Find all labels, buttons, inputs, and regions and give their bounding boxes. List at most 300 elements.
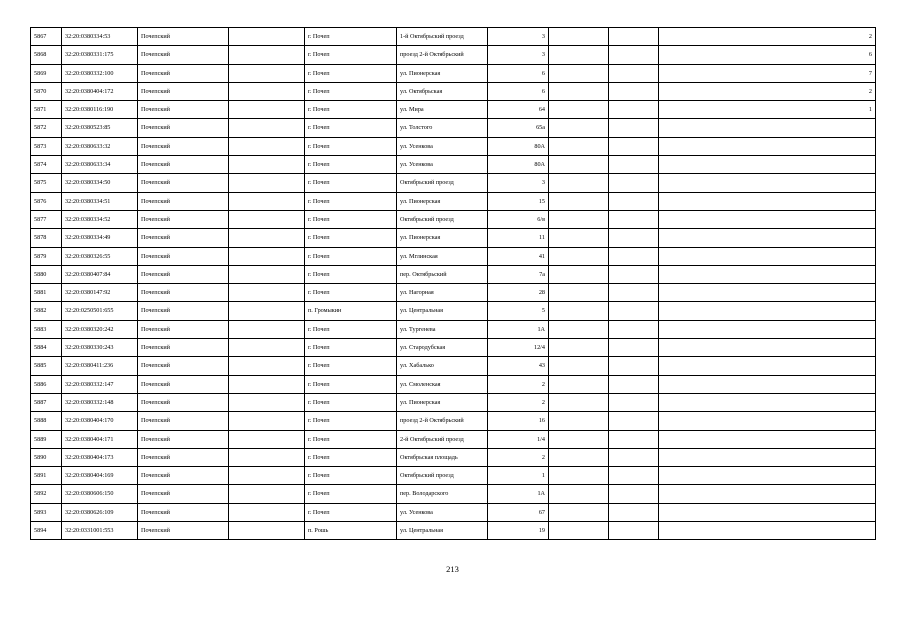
empty-cell: [549, 430, 609, 448]
table-row: [31, 119, 876, 137]
table-row: [31, 247, 876, 265]
empty-cell: [609, 265, 659, 283]
empty-cell: [229, 265, 305, 283]
empty-cell: [549, 339, 609, 357]
count-cell: [659, 485, 876, 503]
table-row: [31, 467, 876, 485]
house-number-cell: 6: [488, 64, 549, 82]
table-row: [31, 412, 876, 430]
empty-cell: [549, 101, 609, 119]
street-cell: ул. Смоленская: [397, 375, 488, 393]
empty-cell: [549, 156, 609, 174]
empty-cell: [229, 375, 305, 393]
street-cell: ул. Усенкова: [397, 137, 488, 155]
table-row: [31, 28, 876, 46]
empty-cell: [609, 229, 659, 247]
count-cell: [659, 357, 876, 375]
table-row: [31, 229, 876, 247]
district-cell: Почепский: [138, 46, 229, 64]
district-cell: Почепский: [138, 522, 229, 540]
house-number-cell: 16: [488, 412, 549, 430]
count-cell: 6: [659, 46, 876, 64]
district-cell: Почепский: [138, 229, 229, 247]
district-cell: Почепский: [138, 101, 229, 119]
empty-cell: [229, 101, 305, 119]
empty-cell: [229, 229, 305, 247]
empty-cell: [549, 302, 609, 320]
district-cell: Почепский: [138, 302, 229, 320]
house-number-cell: 80А: [488, 137, 549, 155]
cadastral-number-cell: 32:20:0380633:32: [62, 137, 138, 155]
empty-cell: [549, 265, 609, 283]
settlement-cell: г. Почеп: [305, 174, 397, 192]
row-number-cell: 5890: [31, 448, 62, 466]
row-number-cell: 5877: [31, 210, 62, 228]
count-cell: [659, 393, 876, 411]
house-number-cell: 5: [488, 302, 549, 320]
page-number: 213: [446, 564, 459, 574]
table-row: [31, 302, 876, 320]
district-cell: Почепский: [138, 320, 229, 338]
district-cell: Почепский: [138, 393, 229, 411]
cadastral-number-cell: 32:20:0380332:100: [62, 64, 138, 82]
street-cell: ул. Тургенева: [397, 320, 488, 338]
district-cell: Почепский: [138, 467, 229, 485]
street-cell: 1-й Октябрьский проезд: [397, 28, 488, 46]
count-cell: [659, 412, 876, 430]
row-number-cell: 5876: [31, 192, 62, 210]
district-cell: Почепский: [138, 192, 229, 210]
empty-cell: [609, 64, 659, 82]
empty-cell: [229, 448, 305, 466]
settlement-cell: г. Почеп: [305, 28, 397, 46]
row-number-cell: 5880: [31, 265, 62, 283]
cadastral-number-cell: 32:20:0380404:172: [62, 82, 138, 100]
empty-cell: [229, 357, 305, 375]
empty-cell: [549, 119, 609, 137]
table-row: [31, 174, 876, 192]
district-cell: Почепский: [138, 119, 229, 137]
cadastral-number-cell: 32:20:0380331:175: [62, 46, 138, 64]
table-row: [31, 339, 876, 357]
district-cell: Почепский: [138, 430, 229, 448]
cadastral-number-cell: 32:20:0380326:55: [62, 247, 138, 265]
empty-cell: [609, 247, 659, 265]
empty-cell: [229, 46, 305, 64]
cadastral-number-cell: 32:20:0380404:173: [62, 448, 138, 466]
empty-cell: [609, 448, 659, 466]
street-cell: ул. Мглинская: [397, 247, 488, 265]
table-row: [31, 156, 876, 174]
cadastral-number-cell: 32:20:0380330:243: [62, 339, 138, 357]
settlement-cell: г. Почеп: [305, 467, 397, 485]
street-cell: ул. Пионерская: [397, 64, 488, 82]
house-number-cell: 64: [488, 101, 549, 119]
row-number-cell: 5884: [31, 339, 62, 357]
table-row: [31, 101, 876, 119]
empty-cell: [609, 522, 659, 540]
empty-cell: [229, 174, 305, 192]
table-row: [31, 375, 876, 393]
district-cell: Почепский: [138, 339, 229, 357]
row-number-cell: 5881: [31, 284, 62, 302]
empty-cell: [609, 156, 659, 174]
house-number-cell: 15: [488, 192, 549, 210]
table-row: [31, 393, 876, 411]
empty-cell: [229, 284, 305, 302]
count-cell: [659, 522, 876, 540]
count-cell: 7: [659, 64, 876, 82]
house-number-cell: 7а: [488, 265, 549, 283]
empty-cell: [549, 192, 609, 210]
row-number-cell: 5885: [31, 357, 62, 375]
row-number-cell: 5870: [31, 82, 62, 100]
house-number-cell: 1/4: [488, 430, 549, 448]
street-cell: проезд 2-й Октябрьский: [397, 46, 488, 64]
table-row: [31, 448, 876, 466]
row-number-cell: 5869: [31, 64, 62, 82]
row-number-cell: 5867: [31, 28, 62, 46]
empty-cell: [549, 137, 609, 155]
empty-cell: [549, 46, 609, 64]
empty-cell: [609, 284, 659, 302]
street-cell: ул. Хабалько: [397, 357, 488, 375]
empty-cell: [609, 320, 659, 338]
empty-cell: [549, 82, 609, 100]
settlement-cell: г. Почеп: [305, 320, 397, 338]
settlement-cell: г. Почеп: [305, 156, 397, 174]
house-number-cell: 1А: [488, 485, 549, 503]
settlement-cell: г. Почеп: [305, 265, 397, 283]
empty-cell: [609, 393, 659, 411]
count-cell: [659, 210, 876, 228]
count-cell: [659, 320, 876, 338]
settlement-cell: г. Почеп: [305, 229, 397, 247]
district-cell: Почепский: [138, 137, 229, 155]
count-cell: [659, 339, 876, 357]
settlement-cell: г. Почеп: [305, 448, 397, 466]
empty-cell: [229, 247, 305, 265]
table-row: [31, 485, 876, 503]
district-cell: Почепский: [138, 448, 229, 466]
house-number-cell: 11: [488, 229, 549, 247]
empty-cell: [609, 28, 659, 46]
district-cell: Почепский: [138, 28, 229, 46]
count-cell: [659, 156, 876, 174]
cadastral-number-cell: 32:20:0380334:49: [62, 229, 138, 247]
empty-cell: [609, 101, 659, 119]
settlement-cell: г. Почеп: [305, 284, 397, 302]
empty-cell: [229, 28, 305, 46]
empty-cell: [229, 137, 305, 155]
district-cell: Почепский: [138, 265, 229, 283]
row-number-cell: 5871: [31, 101, 62, 119]
empty-cell: [609, 412, 659, 430]
empty-cell: [609, 467, 659, 485]
empty-cell: [609, 485, 659, 503]
row-number-cell: 5882: [31, 302, 62, 320]
district-cell: Почепский: [138, 485, 229, 503]
empty-cell: [609, 210, 659, 228]
district-cell: Почепский: [138, 284, 229, 302]
empty-cell: [609, 119, 659, 137]
cadastral-number-cell: 32:20:0380407:84: [62, 265, 138, 283]
empty-cell: [609, 339, 659, 357]
district-cell: Почепский: [138, 503, 229, 521]
house-number-cell: 19: [488, 522, 549, 540]
empty-cell: [229, 393, 305, 411]
cadastral-number-cell: 32:20:0380404:169: [62, 467, 138, 485]
cadastral-number-cell: 32:20:0380633:34: [62, 156, 138, 174]
row-number-cell: 5887: [31, 393, 62, 411]
table-row: [31, 137, 876, 155]
district-cell: Почепский: [138, 156, 229, 174]
house-number-cell: 2: [488, 393, 549, 411]
count-cell: [659, 375, 876, 393]
table-row: [31, 284, 876, 302]
house-number-cell: 3: [488, 28, 549, 46]
empty-cell: [609, 357, 659, 375]
cadastral-number-cell: 32:20:0331001:553: [62, 522, 138, 540]
cadastral-number-cell: 32:20:0380411:236: [62, 357, 138, 375]
empty-cell: [549, 357, 609, 375]
settlement-cell: г. Почеп: [305, 339, 397, 357]
empty-cell: [229, 485, 305, 503]
cadastral-number-cell: 32:20:0380523:85: [62, 119, 138, 137]
row-number-cell: 5889: [31, 430, 62, 448]
row-number-cell: 5872: [31, 119, 62, 137]
street-cell: ул. Усенкова: [397, 503, 488, 521]
empty-cell: [609, 137, 659, 155]
empty-cell: [549, 412, 609, 430]
street-cell: ул. Толстого: [397, 119, 488, 137]
count-cell: [659, 174, 876, 192]
house-number-cell: 65а: [488, 119, 549, 137]
row-number-cell: 5874: [31, 156, 62, 174]
table-row: [31, 64, 876, 82]
empty-cell: [229, 412, 305, 430]
cadastral-number-cell: 32:20:0380404:171: [62, 430, 138, 448]
count-cell: [659, 467, 876, 485]
count-cell: [659, 119, 876, 137]
table-row: [31, 210, 876, 228]
count-cell: 1: [659, 101, 876, 119]
empty-cell: [609, 302, 659, 320]
empty-cell: [549, 28, 609, 46]
empty-cell: [549, 229, 609, 247]
empty-cell: [609, 503, 659, 521]
row-number-cell: 5891: [31, 467, 62, 485]
row-number-cell: 5883: [31, 320, 62, 338]
house-number-cell: 3: [488, 46, 549, 64]
table-row: [31, 192, 876, 210]
row-number-cell: 5892: [31, 485, 62, 503]
house-number-cell: 80А: [488, 156, 549, 174]
empty-cell: [609, 46, 659, 64]
cadastral-number-cell: 32:20:0380320:242: [62, 320, 138, 338]
settlement-cell: г. Почеп: [305, 247, 397, 265]
empty-cell: [549, 64, 609, 82]
empty-cell: [229, 64, 305, 82]
house-number-cell: 3: [488, 174, 549, 192]
settlement-cell: г. Почеп: [305, 192, 397, 210]
cadastral-number-cell: 32:20:0380606:150: [62, 485, 138, 503]
house-number-cell: 28: [488, 284, 549, 302]
street-cell: Октябрьская площадь: [397, 448, 488, 466]
district-cell: Почепский: [138, 174, 229, 192]
street-cell: Октябрьский проезд: [397, 467, 488, 485]
street-cell: ул. Усенкова: [397, 156, 488, 174]
cadastral-number-cell: 32:20:0380332:147: [62, 375, 138, 393]
settlement-cell: г. Почеп: [305, 119, 397, 137]
street-cell: ул. Центральная: [397, 302, 488, 320]
house-number-cell: 1А: [488, 320, 549, 338]
settlement-cell: г. Почеп: [305, 137, 397, 155]
settlement-cell: г. Почеп: [305, 64, 397, 82]
row-number-cell: 5878: [31, 229, 62, 247]
house-number-cell: 6: [488, 82, 549, 100]
row-number-cell: 5886: [31, 375, 62, 393]
row-number-cell: 5894: [31, 522, 62, 540]
district-cell: Почепский: [138, 210, 229, 228]
empty-cell: [609, 192, 659, 210]
empty-cell: [549, 320, 609, 338]
cadastral-number-cell: 32:20:0380334:53: [62, 28, 138, 46]
count-cell: [659, 302, 876, 320]
row-number-cell: 5868: [31, 46, 62, 64]
house-number-cell: 1: [488, 467, 549, 485]
row-number-cell: 5893: [31, 503, 62, 521]
empty-cell: [609, 430, 659, 448]
street-cell: ул. Пионерская: [397, 192, 488, 210]
district-cell: Почепский: [138, 82, 229, 100]
district-cell: Почепский: [138, 64, 229, 82]
count-cell: [659, 284, 876, 302]
settlement-cell: г. Почеп: [305, 82, 397, 100]
street-cell: Октябрьский проезд: [397, 174, 488, 192]
street-cell: ул. Октябрьская: [397, 82, 488, 100]
empty-cell: [609, 375, 659, 393]
house-number-cell: 41: [488, 247, 549, 265]
empty-cell: [229, 467, 305, 485]
empty-cell: [549, 174, 609, 192]
street-cell: пер. Володарского: [397, 485, 488, 503]
count-cell: [659, 448, 876, 466]
row-number-cell: 5888: [31, 412, 62, 430]
empty-cell: [229, 192, 305, 210]
settlement-cell: г. Почеп: [305, 210, 397, 228]
table-row: [31, 320, 876, 338]
house-number-cell: 12/4: [488, 339, 549, 357]
street-cell: Октябрьский проезд: [397, 210, 488, 228]
empty-cell: [229, 156, 305, 174]
row-number-cell: 5879: [31, 247, 62, 265]
empty-cell: [229, 210, 305, 228]
table-row: [31, 430, 876, 448]
settlement-cell: п. Рошь: [305, 522, 397, 540]
cadastral-number-cell: 32:20:0380332:148: [62, 393, 138, 411]
empty-cell: [549, 210, 609, 228]
house-number-cell: 6/в: [488, 210, 549, 228]
street-cell: ул. Пионерская: [397, 393, 488, 411]
empty-cell: [609, 174, 659, 192]
settlement-cell: г. Почеп: [305, 375, 397, 393]
count-cell: [659, 503, 876, 521]
street-cell: 2-й Октябрьский проезд: [397, 430, 488, 448]
cadastral-number-cell: 32:20:0380334:52: [62, 210, 138, 228]
count-cell: 2: [659, 82, 876, 100]
table-row: [31, 503, 876, 521]
house-number-cell: 2: [488, 375, 549, 393]
empty-cell: [549, 467, 609, 485]
settlement-cell: г. Почеп: [305, 101, 397, 119]
empty-cell: [609, 82, 659, 100]
settlement-cell: г. Почеп: [305, 485, 397, 503]
empty-cell: [229, 302, 305, 320]
cadastral-number-cell: 32:20:0380626:109: [62, 503, 138, 521]
property-register-table: [30, 27, 876, 540]
settlement-cell: г. Почеп: [305, 46, 397, 64]
empty-cell: [229, 119, 305, 137]
settlement-cell: г. Почеп: [305, 503, 397, 521]
empty-cell: [229, 430, 305, 448]
street-cell: ул. Мира: [397, 101, 488, 119]
table-body: [31, 28, 876, 540]
count-cell: 2: [659, 28, 876, 46]
district-cell: Почепский: [138, 375, 229, 393]
count-cell: [659, 430, 876, 448]
street-cell: ул. Нагорная: [397, 284, 488, 302]
count-cell: [659, 265, 876, 283]
district-cell: Почепский: [138, 247, 229, 265]
settlement-cell: г. Почеп: [305, 430, 397, 448]
empty-cell: [229, 503, 305, 521]
cadastral-number-cell: 32:20:0380334:51: [62, 192, 138, 210]
cadastral-number-cell: 32:20:0380404:170: [62, 412, 138, 430]
empty-cell: [549, 503, 609, 521]
cadastral-number-cell: 32:20:0380334:50: [62, 174, 138, 192]
street-cell: ул. Стародубская: [397, 339, 488, 357]
empty-cell: [229, 522, 305, 540]
count-cell: [659, 192, 876, 210]
row-number-cell: 5873: [31, 137, 62, 155]
empty-cell: [549, 393, 609, 411]
street-cell: ул. Пионерская: [397, 229, 488, 247]
row-number-cell: 5875: [31, 174, 62, 192]
count-cell: [659, 229, 876, 247]
empty-cell: [229, 339, 305, 357]
empty-cell: [229, 320, 305, 338]
house-number-cell: 2: [488, 448, 549, 466]
settlement-cell: г. Почеп: [305, 357, 397, 375]
empty-cell: [229, 82, 305, 100]
empty-cell: [549, 522, 609, 540]
settlement-cell: г. Почеп: [305, 393, 397, 411]
house-number-cell: 67: [488, 503, 549, 521]
cadastral-number-cell: 32:20:0250501:655: [62, 302, 138, 320]
settlement-cell: г. Почеп: [305, 412, 397, 430]
cadastral-number-cell: 32:20:0380147:92: [62, 284, 138, 302]
table-row: [31, 357, 876, 375]
street-cell: проезд 2-й Октябрьский: [397, 412, 488, 430]
empty-cell: [549, 375, 609, 393]
street-cell: ул. Центральная: [397, 522, 488, 540]
table-row: [31, 82, 876, 100]
count-cell: [659, 247, 876, 265]
district-cell: Почепский: [138, 357, 229, 375]
empty-cell: [549, 247, 609, 265]
settlement-cell: п. Громыкин: [305, 302, 397, 320]
